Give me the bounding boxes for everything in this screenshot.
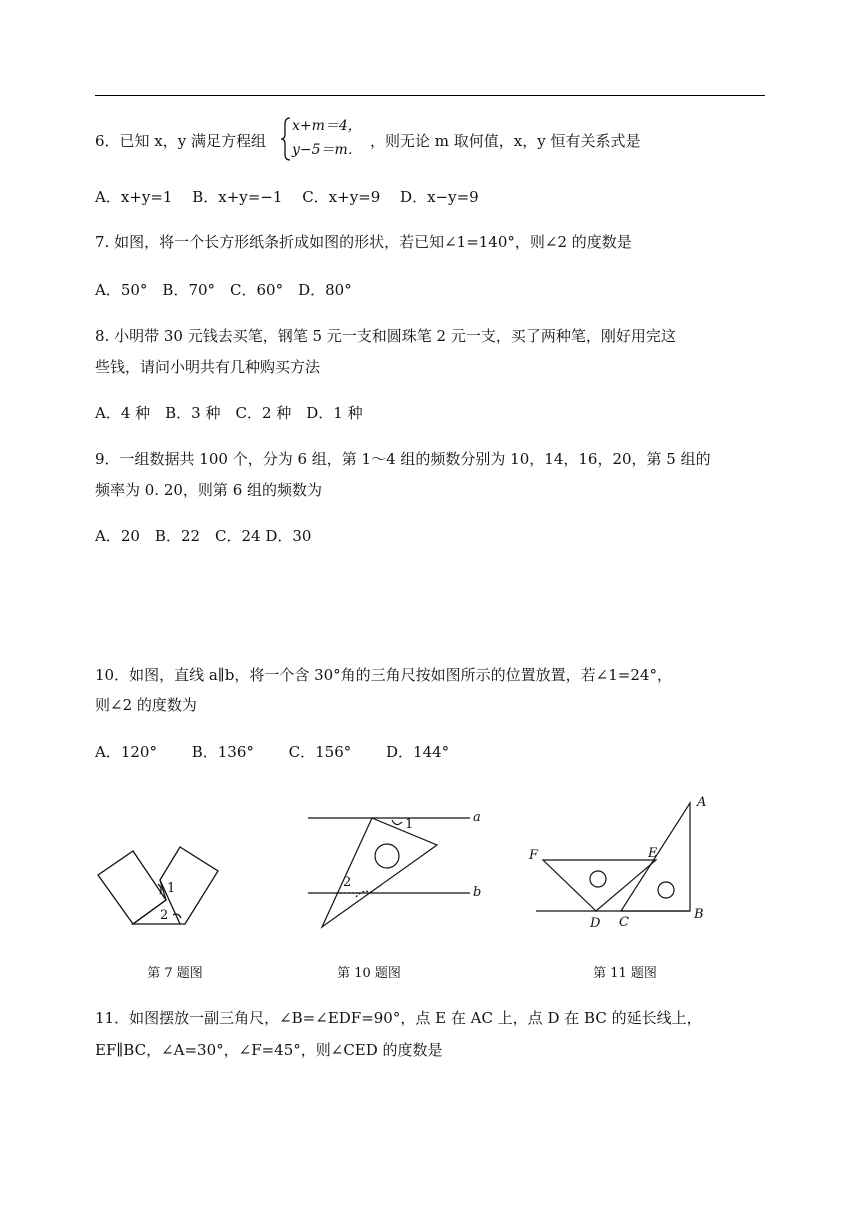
q8-stem-line1: 8. 小明带 30 元钱去买笔，钢笔 5 元一支和圆珠笔 2 元一支，买了两种笔，刚好用完这 bbox=[95, 327, 676, 345]
fig11-label-F: F bbox=[529, 848, 539, 863]
q9-stem-line1: 9．一组数据共 100 个，分为 6 组，第 1～4 组的频数分别为 10，14，16，20，第 5 组的 bbox=[95, 450, 711, 468]
q6-prefix: 6．已知 x，y 满足方程组 bbox=[95, 132, 267, 150]
q7-stem: 7. 如图，将一个长方形纸条折成如图的形状，若已知∠1=140°，则∠2 的度数是 bbox=[95, 233, 632, 251]
q9-options: A．20 B．22 C．24 D．30 bbox=[95, 527, 312, 545]
fig11-label-A: A bbox=[697, 795, 707, 810]
q7-options: A．50° B．70° C．60° D．80° bbox=[95, 281, 352, 299]
q10-stem-line1: 10．如图，直线 a∥b，将一个含 30°角的三角尺按如图所示的位置放置，若∠1=24°， bbox=[95, 666, 672, 684]
q11-stem-line1: 11．如图摆放一副三角尺，∠B=∠EDF=90°，点 E 在 AC 上，点 D 在 BC 的延长线上， bbox=[95, 1009, 702, 1027]
fig11-diagram bbox=[536, 803, 690, 911]
q6-options: A．x+y=1 B．x+y=−1 C．x+y=9 D．x−y=9 bbox=[95, 188, 479, 206]
q6-suffix: ，则无论 m 取何值，x，y 恒有关系式是 bbox=[370, 132, 641, 150]
q8-options: A．4 种 B．3 种 C．2 种 D．1 种 bbox=[95, 404, 363, 422]
fig10-label-1: 1 bbox=[405, 817, 414, 832]
q6-eq2: y−5＝m． bbox=[292, 142, 362, 158]
q10-stem-line2: 则∠2 的度数为 bbox=[95, 696, 197, 714]
fig7-caption: 第 7 题图 bbox=[147, 966, 203, 981]
fig11-label-E: E bbox=[648, 846, 658, 861]
q10-options: A．120° B．136° C．156° D．144° bbox=[95, 743, 450, 761]
fig11-label-C: C bbox=[619, 915, 629, 930]
fig10-caption: 第 10 题图 bbox=[337, 966, 401, 981]
fig10-label-b: b bbox=[473, 885, 482, 900]
fig11-caption: 第 11 题图 bbox=[593, 966, 657, 981]
fig7-diagram bbox=[98, 847, 218, 924]
q9-stem-line2: 频率为 0. 20，则第 6 组的频数为 bbox=[95, 481, 323, 499]
fig11-label-B: B bbox=[694, 907, 704, 922]
fig10-label-a: a bbox=[473, 810, 481, 825]
q6-eq1: x+m＝4， bbox=[292, 118, 362, 134]
fig11-label-D: D bbox=[590, 916, 601, 931]
fig7-label-1: 1 bbox=[167, 881, 176, 896]
fig7-label-2: 2 bbox=[160, 908, 169, 923]
fig10-diagram bbox=[308, 818, 470, 927]
fig10-label-2: 2 bbox=[343, 875, 352, 890]
q11-stem-line2: EF∥BC，∠A=30°，∠F=45°，则∠CED 的度数是 bbox=[95, 1041, 443, 1059]
q8-stem-line2: 些钱，请问小明共有几种购买方法 bbox=[95, 358, 321, 376]
